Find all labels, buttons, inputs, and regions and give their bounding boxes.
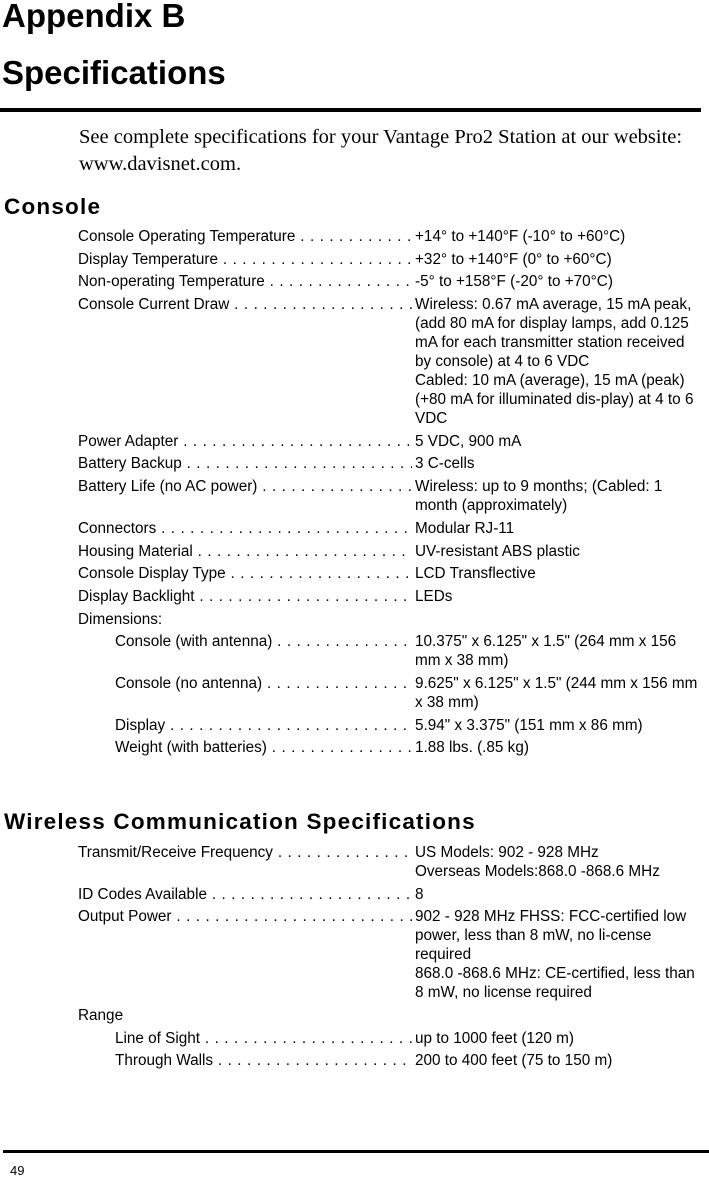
spec-name: Console (with antenna) . . . — [115, 632, 412, 651]
spec-value: +14° to +140°F (-10° to +60°C) — [415, 228, 626, 245]
spec-row — [0, 843, 709, 881]
spec-value: Wireless: 0.67 mA average, 15 mA peak, (add 80 mA for display lamps, add 0.125 mA for each transmitter station received by console) at 4 to 6 VDC Cabled: 10 mA (average), 15 mA (peak) (+80 mA for illuminated dis-play) at 4 to 6 VDC — [415, 296, 694, 428]
spec-value: LEDs — [415, 587, 453, 605]
spec-name: Line of Sight . . . — [115, 1029, 412, 1048]
spec-row — [0, 1051, 709, 1070]
spec-row — [0, 1006, 709, 1025]
spec-name: Dimensions: — [78, 610, 163, 628]
spec-value: UV-resistant ABS plastic — [415, 542, 580, 560]
spec-row — [0, 272, 709, 291]
spec-row — [0, 1029, 709, 1048]
spec-value: Wireless: up to 9 months; (Cabled: 1 month (approximately) — [415, 478, 663, 515]
spec-name: Weight (with batteries) . . . — [115, 738, 412, 757]
spec-value: 200 to 400 feet (75 to 150 m) — [415, 1052, 613, 1070]
spec-row — [0, 885, 709, 904]
wireless-spec-list — [0, 843, 709, 1074]
page-number: 49 — [10, 1163, 25, 1178]
spec-row — [0, 519, 709, 538]
spec-row — [0, 477, 709, 515]
console-spec-list — [0, 227, 709, 761]
spec-value: 9.625" x 6.125" x 1.5" (244 mm x 156 mm x 38 mm) — [415, 674, 698, 711]
spec-name: Console (no antenna) . . . — [115, 674, 412, 693]
section-heading-console: Console — [4, 194, 102, 219]
spec-row — [0, 632, 709, 670]
spec-row — [0, 907, 709, 1002]
spec-name: Through Walls . . . — [115, 1051, 412, 1070]
spec-value: Modular RJ-11 — [415, 519, 515, 537]
spec-row — [0, 610, 709, 629]
spec-name: Battery Backup . . . — [78, 454, 412, 473]
spec-name: Display Backlight . . . — [78, 587, 412, 606]
spec-row — [0, 542, 709, 561]
spec-name: Output Power . . . — [78, 907, 412, 926]
spec-name: Console Current Draw . . . — [78, 295, 412, 314]
spec-name: Console Operating Temperature . . . — [78, 227, 412, 246]
spec-value: 8 — [415, 885, 424, 903]
footer-rule — [3, 1150, 709, 1153]
spec-value: +32° to +140°F (0° to +60°C) — [415, 250, 612, 268]
spec-name: Non-operating Temperature . . . — [78, 272, 412, 291]
spec-name: Display Temperature . . . — [78, 250, 412, 269]
spec-value: 5 VDC, 900 mA — [415, 432, 522, 450]
spec-value: LCD Transflective — [415, 565, 536, 583]
spec-row — [0, 227, 709, 246]
intro-paragraph: See complete specifications for your Vantage Pro2 Station at our website: www.davisnet.com. — [79, 126, 683, 175]
spec-name: Range — [78, 1007, 124, 1025]
spec-name: Connectors . . . — [78, 519, 412, 538]
title-rule — [0, 108, 701, 112]
spec-name: ID Codes Available . . . — [78, 885, 412, 904]
spec-value: -5° to +158°F (-20° to +70°C) — [415, 273, 613, 291]
spec-row — [0, 454, 709, 473]
spec-row — [0, 716, 709, 735]
spec-name: Housing Material . . . — [78, 542, 412, 561]
spec-row — [0, 564, 709, 583]
spec-row — [0, 250, 709, 269]
spec-row — [0, 432, 709, 451]
page-title: Specifications — [2, 54, 226, 91]
spec-name: Display . . . — [115, 716, 412, 735]
spec-value: 5.94" x 3.375" (151 mm x 86 mm) — [415, 716, 643, 734]
spec-name: Console Display Type . . . — [78, 564, 412, 583]
spec-row — [0, 587, 709, 606]
spec-value: up to 1000 feet (120 m) — [415, 1029, 575, 1047]
spec-value: 3 C-cells — [415, 455, 475, 473]
spec-value: US Models: 902 - 928 MHz Overseas Models:868.0 -868.6 MHz — [415, 844, 660, 880]
spec-value: 902 - 928 MHz FHSS: FCC-certified low power, less than 8 mW, no li-cense required 868.0 -868.6 MHz: CE-certified, less than 8 mW, no license required — [415, 908, 695, 1002]
spec-name: Transmit/Receive Frequency . . . — [78, 843, 412, 862]
spec-row — [0, 295, 709, 428]
spec-row — [0, 738, 709, 757]
spec-name: Power Adapter . . . — [78, 432, 412, 451]
appendix-heading: Appendix B — [2, 0, 186, 34]
section-heading-wireless: Wireless Communication Specifications — [4, 809, 476, 834]
spec-value: 1.88 lbs. (.85 kg) — [415, 739, 529, 757]
spec-row — [0, 674, 709, 712]
spec-name: Battery Life (no AC power) . . . — [78, 477, 412, 496]
spec-value: 10.375" x 6.125" x 1.5" (264 mm x 156 mm x 38 mm) — [415, 633, 677, 670]
